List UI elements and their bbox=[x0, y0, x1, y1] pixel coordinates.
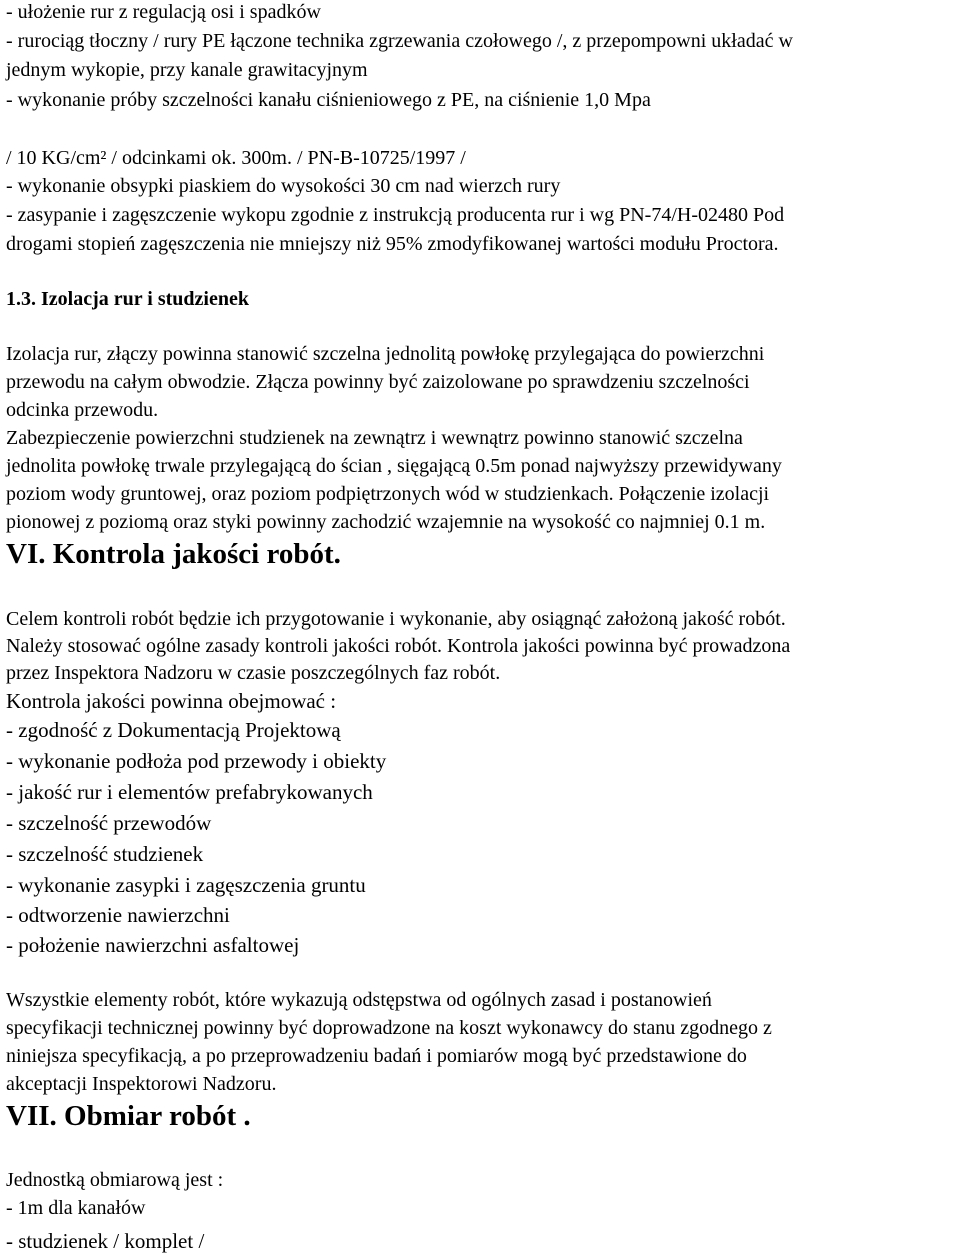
paragraph-line: odcinka przewodu. bbox=[6, 399, 159, 421]
list-item: - szczelność studzienek bbox=[6, 842, 204, 866]
list-intro: Kontrola jakości powinna obejmować : bbox=[6, 689, 337, 713]
paragraph-line: - rurociąg tłoczny / rury PE łączone technika zgrzewania czołowego /, z przepompowni układać w bbox=[6, 30, 793, 52]
chapter-heading: VI. Kontrola jakości robót. bbox=[6, 538, 341, 570]
list-item: - położenie nawierzchni asfaltowej bbox=[6, 933, 300, 957]
paragraph-line: Wszystkie elementy robót, które wykazują odstępstwa od ogólnych zasad i postanowień bbox=[6, 989, 712, 1011]
list-item: - szczelność przewodów bbox=[6, 811, 212, 835]
list-item: - wykonanie zasypki i zagęszczenia gruntu bbox=[6, 873, 366, 897]
chapter-heading: VII. Obmiar robót . bbox=[6, 1100, 251, 1132]
paragraph-line: przez Inspektora Nadzoru w czasie poszczególnych faz robót. bbox=[6, 662, 501, 684]
paragraph-line: Celem kontroli robót będzie ich przygotowanie i wykonanie, aby osiągnąć założoną jakość robót. bbox=[6, 608, 786, 630]
paragraph-line: jednym wykopie, przy kanale grawitacyjnym bbox=[6, 59, 368, 81]
paragraph-line: przewodu na całym obwodzie. Złącza powinny być zaizolowane po sprawdzeniu szczelności bbox=[6, 371, 750, 393]
paragraph-line: akceptacji Inspektorowi Nadzoru. bbox=[6, 1073, 277, 1095]
paragraph-line: niniejsza specyfikacją, a po przeprowadzeniu badań i pomiarów mogą być przedstawione do bbox=[6, 1045, 747, 1067]
list-item: - jakość rur i elementów prefabrykowanych bbox=[6, 780, 373, 804]
paragraph-line: - wykonanie obsypki piaskiem do wysokości 30 cm nad wierzch rury bbox=[6, 175, 561, 197]
paragraph-line: - ułożenie rur z regulacją osi i spadków bbox=[6, 1, 321, 23]
paragraph-line: pionowej z poziomą oraz styki powinny zachodzić wzajemnie na wysokość co najmniej 0.1 m. bbox=[6, 511, 766, 533]
paragraph-line: Izolacja rur, złączy powinna stanowić szczelna jednolitą powłokę przylegająca do powierzchni bbox=[6, 343, 765, 365]
paragraph-line: specyfikacji technicznej powinny być doprowadzone na koszt wykonawcy do stanu zgodnego z bbox=[6, 1017, 772, 1039]
paragraph-line: Zabezpieczenie powierzchni studzienek na zewnątrz i wewnątrz powinno stanowić szczelna bbox=[6, 427, 743, 449]
paragraph-line: jednolita powłokę trwale przylegającą do ścian , sięgającą 0.5m ponad najwyższy przewidywany bbox=[6, 455, 782, 477]
paragraph-line: drogami stopień zagęszczenia nie mniejszy niż 95% zmodyfikowanej wartości modułu Proctora. bbox=[6, 233, 779, 255]
list-item: - studzienek / komplet / bbox=[6, 1229, 205, 1253]
paragraph-line: Należy stosować ogólne zasady kontroli jakości robót. Kontrola jakości powinna być prowadzona bbox=[6, 635, 791, 657]
list-item: - wykonanie podłoża pod przewody i obiekty bbox=[6, 749, 387, 773]
paragraph-line: / 10 KG/cm² / odcinkami ok. 300m. / PN-B-10725/1997 / bbox=[6, 147, 466, 169]
paragraph-line: - zasypanie i zagęszczenie wykopu zgodnie z instrukcją producenta rur i wg PN-74/H-02480 Pod bbox=[6, 204, 785, 226]
section-heading: 1.3. Izolacja rur i studzienek bbox=[6, 288, 249, 310]
paragraph-line: poziom wody gruntowej, oraz poziom podpiętrzonych wód w studzienkach. Połączenie izolacji bbox=[6, 483, 770, 505]
paragraph-line: - wykonanie próby szczelności kanału ciśnieniowego z PE, na ciśnienie 1,0 Mpa bbox=[6, 89, 651, 111]
list-item: - zgodność z Dokumentacją Projektową bbox=[6, 718, 341, 742]
list-item: - odtworzenie nawierzchni bbox=[6, 903, 230, 927]
list-item: - 1m dla kanałów bbox=[6, 1197, 146, 1219]
paragraph-line: Jednostką obmiarową jest : bbox=[6, 1169, 224, 1191]
